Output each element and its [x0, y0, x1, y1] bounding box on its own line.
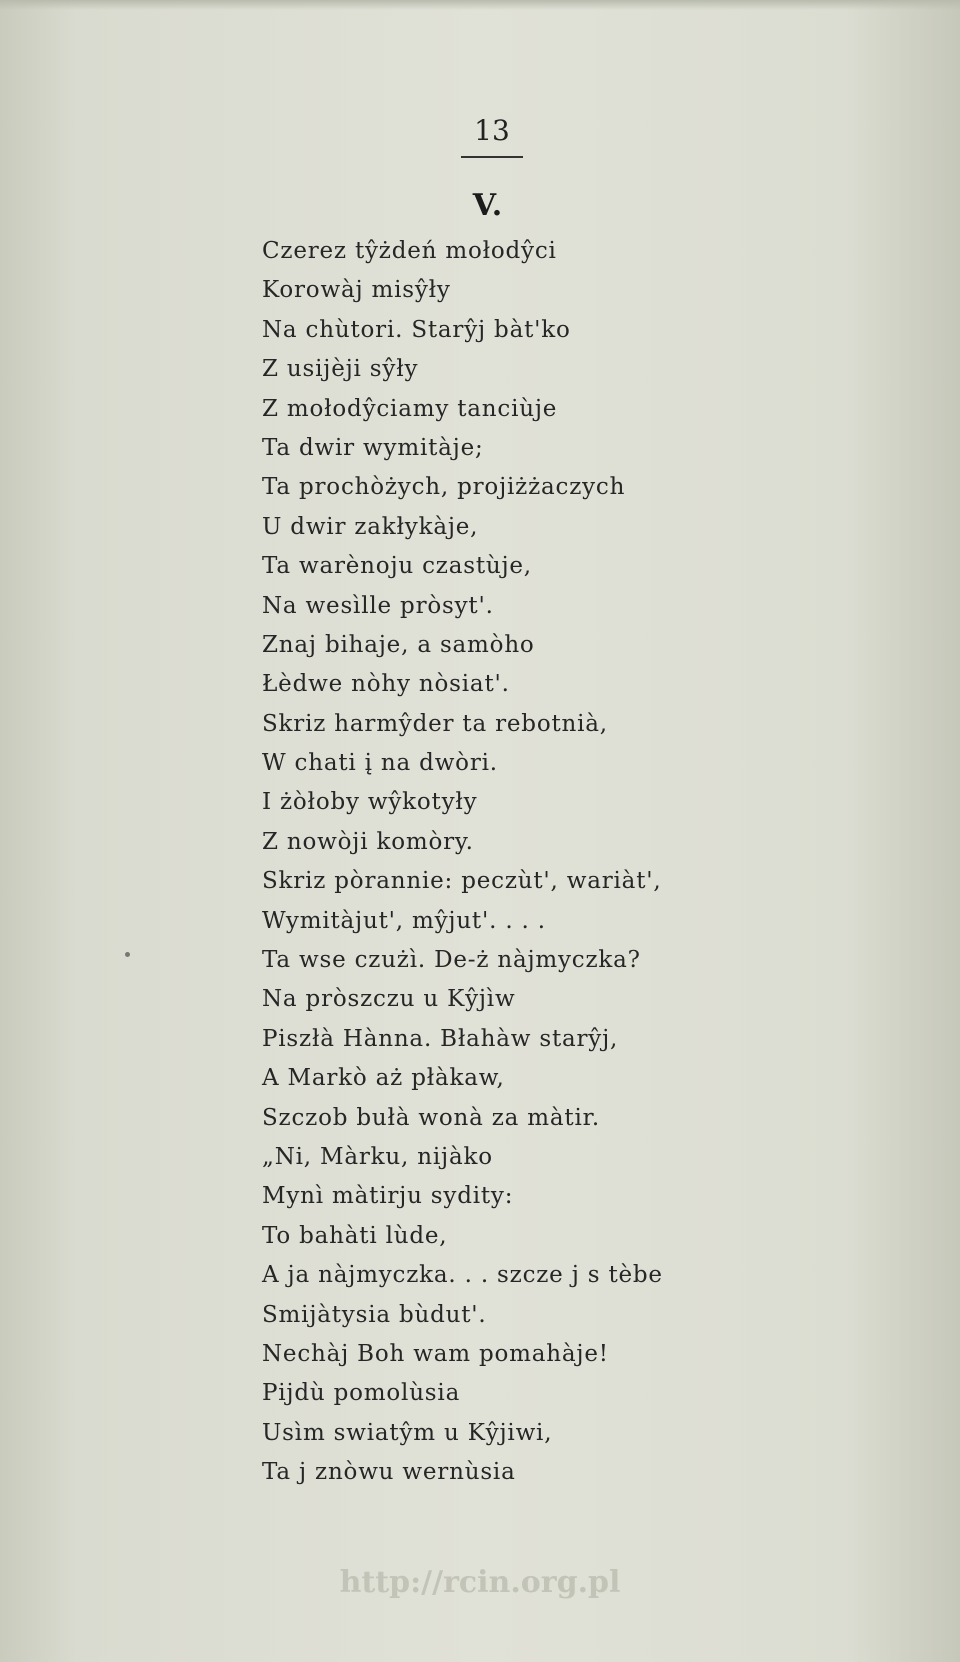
poem-line: Łèdwe nòhy nòsiat'. — [262, 671, 510, 698]
poem-line: Wymitàjut', mŷjut'. . . . — [262, 907, 546, 934]
poem-line: Piszłà Hànna. Błahàw starŷj, — [262, 1025, 619, 1052]
poem-line: A ja nàjmyczka. . . szcze j s tèbe — [262, 1262, 663, 1289]
paper-speck — [125, 952, 130, 957]
poem-line: Na wesìlle pròsyt'. — [262, 592, 494, 619]
poem-line: Znaj bihaje, a samòho — [262, 631, 535, 658]
poem-line: Czerez tŷżdeń mołodŷci — [262, 238, 557, 264]
poem-line: Smijàtysia bùdut'. — [262, 1301, 487, 1328]
poem-line: „Ni, Màrku, nijàko — [262, 1143, 493, 1170]
poem-line: Ta j znòwu wernùsia — [262, 1459, 516, 1486]
page-number-rule — [461, 156, 523, 158]
poem-line: U dwir zakłykàje, — [262, 513, 479, 540]
poem-line: Nechàj Boh wam pomahàje! — [262, 1340, 609, 1367]
section-heading: V. — [472, 188, 504, 223]
watermark: http://rcin.org.pl — [339, 1565, 621, 1600]
poem-line: Mynì màtirju sydity: — [262, 1183, 514, 1210]
poem-line: Z nowòji komòry. — [262, 828, 474, 855]
poem-line: W chati į na dwòri. — [262, 750, 498, 777]
poem-line: Szczob bułà wonà za màtir. — [262, 1104, 600, 1131]
poem-line: A Markò aż płàkaw, — [262, 1065, 505, 1092]
poem-line: Ta prochòżych, projiżżaczych — [262, 474, 626, 501]
poem-line: Skriz harmŷder ta rebotnià, — [262, 710, 608, 737]
poem-line: Z mołodŷciamy tanciùje — [262, 395, 558, 422]
poem-line: Ta dwir wymitàje; — [262, 434, 484, 461]
page-number: 13 — [474, 114, 510, 147]
poem-line: Na pròszczu u Kŷjìw — [262, 986, 516, 1013]
poem-line: Z usijèji sŷły — [262, 356, 419, 383]
poem-line: Ta wse czużì. De-ż nàjmyczka? — [262, 947, 641, 974]
poem-line: I żòłoby wŷkotyły — [262, 789, 478, 816]
poem-line: Korowàj misŷły — [262, 277, 451, 304]
poem-line: To bahàti lùde, — [262, 1222, 448, 1249]
poem-line: Usìm swiatŷm u Kŷjiwi, — [262, 1419, 553, 1446]
poem-line: Pijdù pomolùsia — [262, 1380, 461, 1407]
poem-line: Skriz pòrannie: peczùt', wariàt', — [262, 868, 662, 895]
poem-line: Ta warènoju czastùje, — [262, 553, 532, 580]
page-top-edge — [0, 0, 960, 10]
poem-text — [262, 232, 942, 1493]
poem-line: Na chùtori. Starŷj bàt'ko — [262, 316, 571, 343]
